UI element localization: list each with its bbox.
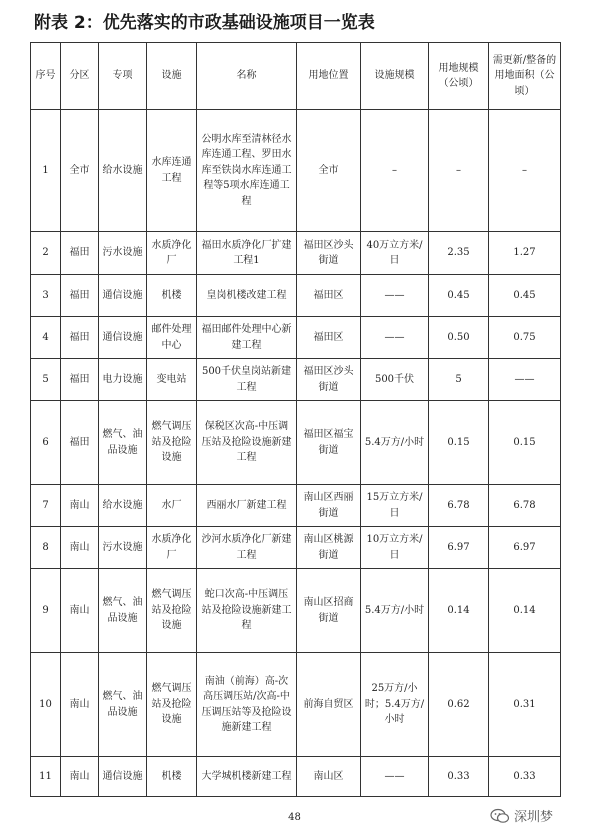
cell-location: 福田区 xyxy=(297,275,361,317)
cell-category: 燃气、油品设施 xyxy=(99,401,147,485)
cell-facility: 变电站 xyxy=(147,359,197,401)
cell-scale: 500千伏 xyxy=(361,359,429,401)
cell-category: 给水设施 xyxy=(99,485,147,527)
cell-no: 9 xyxy=(31,569,61,653)
cell-category: 给水设施 xyxy=(99,110,147,232)
cell-scale: —— xyxy=(361,317,429,359)
cell-renew: 6.78 xyxy=(489,485,561,527)
cell-renew: 0.15 xyxy=(489,401,561,485)
table-header-row xyxy=(31,43,561,110)
cell-renew: 6.97 xyxy=(489,527,561,569)
cell-category: 污水设施 xyxy=(99,527,147,569)
cell-no: 8 xyxy=(31,527,61,569)
cell-land: 0.45 xyxy=(429,275,489,317)
col-header: 名称 xyxy=(197,43,297,110)
cell-district: 福田 xyxy=(61,317,99,359)
cell-land: 0.15 xyxy=(429,401,489,485)
cell-scale: —— xyxy=(361,275,429,317)
cell-land: 6.97 xyxy=(429,527,489,569)
cell-name: 蛇口次高-中压调压站及抢险设施新建工程 xyxy=(197,569,297,653)
cell-scale: – xyxy=(361,110,429,232)
cell-land: 0.14 xyxy=(429,569,489,653)
cell-facility: 燃气调压站及抢险设施 xyxy=(147,401,197,485)
cell-location: 福田区沙头街道 xyxy=(297,232,361,275)
cell-district: 南山 xyxy=(61,527,99,569)
table-row xyxy=(31,569,561,653)
cell-facility: 邮件处理中心 xyxy=(147,317,197,359)
col-header: 序号 xyxy=(31,43,61,110)
table-row xyxy=(31,232,561,275)
cell-no: 6 xyxy=(31,401,61,485)
cell-category: 污水设施 xyxy=(99,232,147,275)
cell-facility: 水质净化厂 xyxy=(147,232,197,275)
cell-no: 2 xyxy=(31,232,61,275)
watermark-label: 深圳梦 xyxy=(514,810,554,825)
cell-district: 福田 xyxy=(61,232,99,275)
cell-no: 10 xyxy=(31,653,61,757)
cell-name: 皇岗机楼改建工程 xyxy=(197,275,297,317)
cell-no: 5 xyxy=(31,359,61,401)
cell-district: 南山 xyxy=(61,653,99,757)
cell-name: 保税区次高-中压调压站及抢险设施新建工程 xyxy=(197,401,297,485)
col-header: 需更新/整备的用地面积（公顷） xyxy=(489,43,561,110)
cell-land: 5 xyxy=(429,359,489,401)
cell-name: 公明水库至清林径水库连通工程、罗田水库至铁岗水库连通工程等5项水库连通工程 xyxy=(197,110,297,232)
cell-renew: 0.31 xyxy=(489,653,561,757)
cell-facility: 机楼 xyxy=(147,757,197,797)
cell-location: 福田区福宝街道 xyxy=(297,401,361,485)
cell-name: 福田水质净化厂扩建工程1 xyxy=(197,232,297,275)
page-number: 48 xyxy=(288,812,301,823)
table-row xyxy=(31,757,561,797)
table-row xyxy=(31,527,561,569)
cell-no: 1 xyxy=(31,110,61,232)
cell-scale: 25万方/小时；5.4万方/小时 xyxy=(361,653,429,757)
cell-district: 南山 xyxy=(61,569,99,653)
cell-location: 南山区招商街道 xyxy=(297,569,361,653)
table-row xyxy=(31,359,561,401)
cell-land: 0.33 xyxy=(429,757,489,797)
cell-location: 前海自贸区 xyxy=(297,653,361,757)
cell-scale: 5.4万方/小时 xyxy=(361,401,429,485)
cell-facility: 水厂 xyxy=(147,485,197,527)
col-header: 专项 xyxy=(99,43,147,110)
cell-land: 0.62 xyxy=(429,653,489,757)
cell-renew: 1.27 xyxy=(489,232,561,275)
cell-location: 福田区 xyxy=(297,317,361,359)
cell-name: 南油（前海）高-次高压调压站/次高-中压调压站等及抢险设施新建工程 xyxy=(197,653,297,757)
col-header: 用地规模（公顷） xyxy=(429,43,489,110)
cell-category: 电力设施 xyxy=(99,359,147,401)
cell-name: 沙河水质净化厂新建工程 xyxy=(197,527,297,569)
projects-table xyxy=(30,42,561,797)
cell-no: 11 xyxy=(31,757,61,797)
cell-name: 西丽水厂新建工程 xyxy=(197,485,297,527)
cell-scale: 15万立方米/日 xyxy=(361,485,429,527)
cell-facility: 水库连通工程 xyxy=(147,110,197,232)
col-header: 分区 xyxy=(61,43,99,110)
watermark xyxy=(490,806,553,825)
cell-renew: 0.33 xyxy=(489,757,561,797)
cell-location: 全市 xyxy=(297,110,361,232)
cell-renew: – xyxy=(489,110,561,232)
cell-category: 通信设施 xyxy=(99,275,147,317)
cell-name: 福田邮件处理中心新建工程 xyxy=(197,317,297,359)
cell-location: 南山区 xyxy=(297,757,361,797)
cell-facility: 燃气调压站及抢险设施 xyxy=(147,569,197,653)
cell-location: 南山区西丽街道 xyxy=(297,485,361,527)
cell-district: 南山 xyxy=(61,485,99,527)
cell-district: 南山 xyxy=(61,757,99,797)
col-header: 设施 xyxy=(147,43,197,110)
cell-district: 全市 xyxy=(61,110,99,232)
col-header: 用地位置 xyxy=(297,43,361,110)
table-row xyxy=(31,317,561,359)
cell-facility: 燃气调压站及抢险设施 xyxy=(147,653,197,757)
cell-land: 6.78 xyxy=(429,485,489,527)
table-row xyxy=(31,653,561,757)
cell-renew: 0.14 xyxy=(489,569,561,653)
cell-land: – xyxy=(429,110,489,232)
cell-renew: —— xyxy=(489,359,561,401)
cell-district: 福田 xyxy=(61,275,99,317)
cell-name: 大学城机楼新建工程 xyxy=(197,757,297,797)
cell-scale: 5.4万方/小时 xyxy=(361,569,429,653)
cell-no: 4 xyxy=(31,317,61,359)
cell-land: 2.35 xyxy=(429,232,489,275)
cell-no: 3 xyxy=(31,275,61,317)
page-title: 附表 2：优先落实的市政基础设施项目一览表 xyxy=(34,13,375,33)
cell-renew: 0.45 xyxy=(489,275,561,317)
cell-facility: 机楼 xyxy=(147,275,197,317)
cell-scale: 10万立方米/日 xyxy=(361,527,429,569)
cell-scale: —— xyxy=(361,757,429,797)
table-row xyxy=(31,110,561,232)
cell-category: 通信设施 xyxy=(99,317,147,359)
cell-category: 燃气、油品设施 xyxy=(99,569,147,653)
table-row xyxy=(31,485,561,527)
cell-scale: 40万立方米/日 xyxy=(361,232,429,275)
cell-location: 福田区沙头街道 xyxy=(297,359,361,401)
cell-location: 南山区桃源街道 xyxy=(297,527,361,569)
cell-facility: 水质净化厂 xyxy=(147,527,197,569)
wechat-bubble-icon xyxy=(490,808,510,824)
cell-category: 燃气、油品设施 xyxy=(99,653,147,757)
cell-category: 通信设施 xyxy=(99,757,147,797)
cell-district: 福田 xyxy=(61,359,99,401)
cell-name: 500千伏皇岗站新建工程 xyxy=(197,359,297,401)
cell-land: 0.50 xyxy=(429,317,489,359)
table-row xyxy=(31,401,561,485)
cell-renew: 0.75 xyxy=(489,317,561,359)
table-row xyxy=(31,275,561,317)
cell-district: 福田 xyxy=(61,401,99,485)
cell-no: 7 xyxy=(31,485,61,527)
col-header: 设施规模 xyxy=(361,43,429,110)
